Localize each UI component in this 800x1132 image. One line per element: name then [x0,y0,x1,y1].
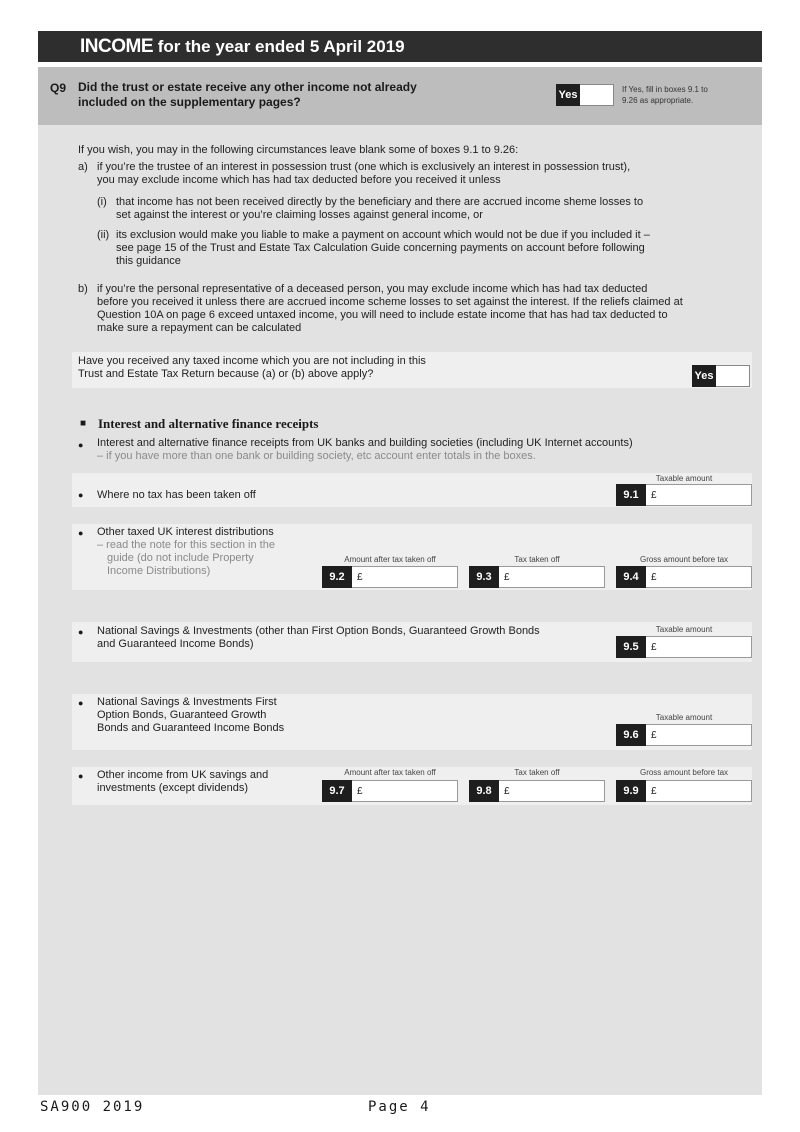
guidance-b [97,283,757,335]
form-id: SA900 2019 [40,1099,145,1115]
section-heading: Interest and alternative finance receipts [98,416,319,431]
box-9-5-number: 9.5 [616,636,646,658]
box-9-7-column-label: Amount after tax taken off [344,768,436,777]
box-9-3[interactable] [469,566,605,588]
box-9-5-input[interactable]: £ [646,636,752,658]
q9-yes-label: Yes [556,84,580,106]
guidance-a-line-1: if you’re the trustee of an interest in possession trust (one which is exclusively an interest in possession trust), [97,161,631,173]
q9-note [622,84,742,106]
q9-yes-input[interactable] [580,84,614,106]
row-9-2-label [97,526,327,578]
row-9-2-sub-line-1: – read the note for this section in the [97,539,275,551]
bullet-icon: ● [78,627,84,637]
box-9-6-input[interactable]: £ [646,724,752,746]
row-9-2-sub-line-3: Income Distributions) [107,565,211,577]
box-9-2[interactable] [322,566,458,588]
bullet-icon: ● [78,490,84,500]
box-9-3-number: 9.3 [469,566,499,588]
guidance-ii-line-3: this guidance [116,255,181,267]
row-9-5-label-line-2: and Guaranteed Income Bonds) [97,638,254,650]
row-9-6-label [97,696,357,735]
page-title-bold: INCOME [80,36,153,57]
box-9-8-number: 9.8 [469,780,499,802]
row-9-6 [72,694,752,750]
box-9-9[interactable] [616,780,752,802]
bullet-icon: ● [78,440,84,450]
page-number: Page 4 [368,1099,431,1115]
question-line-2: included on the supplementary pages? [78,95,301,109]
bullet-icon: ● [78,528,84,538]
title-bar [38,31,762,62]
box-9-8-column-label: Tax taken off [514,768,560,777]
box-9-4-column-label: Gross amount before tax [639,555,729,564]
box-9-1[interactable] [616,484,752,506]
section-square-icon: ■ [80,418,87,429]
row-9-5-label-line-1: National Savings & Investments (other than First Option Bonds, Guaranteed Growth Bonds [97,625,540,637]
page-title [80,36,405,58]
taxed-question-text [78,355,426,381]
box-9-1-column-label: Taxable amount [655,474,713,483]
guidance-ii [116,229,746,268]
box-9-7[interactable] [322,780,458,802]
box-9-5[interactable] [616,636,752,658]
section-intro [97,437,757,463]
question-text [78,80,498,110]
box-9-3-input[interactable]: £ [499,566,605,588]
guidance-b-line-2: before you received it unless there are accrued income scheme losses to set against the interest. If the reliefs claimed at [97,296,683,308]
row-9-2-label-line-1: Other taxed UK interest distributions [97,526,274,538]
row-9-1 [72,473,752,507]
taxed-yes-label: Yes [692,365,716,387]
guidance-a-line-2: you may exclude income which has had tax deducted before you received it unless [97,174,501,186]
box-9-7-input[interactable]: £ [352,780,458,802]
row-9-7-label [97,769,327,795]
box-9-1-input[interactable]: £ [646,484,752,506]
guidance-intro: If you wish, you may in the following circumstances leave blank some of boxes 9.1 to 9.26: [78,144,519,156]
guidance-b-line-1: if you’re the personal representative of a deceased person, you may exclude income which has had tax deducted [97,283,648,295]
box-9-9-number: 9.9 [616,780,646,802]
guidance-b-line-4: make sure a repayment can be calculated [97,322,302,334]
box-9-2-number: 9.2 [322,566,352,588]
taxed-yes-input[interactable] [716,365,750,387]
guidance-i [116,196,746,222]
row-9-6-label-line-1: National Savings & Investments First [97,696,277,708]
box-9-2-column-label: Amount after tax taken off [344,555,436,564]
row-9-1-label: Where no tax has been taken off [97,489,256,501]
guidance-b-line-3: Question 10A on page 6 exceed untaxed income, you will need to include estate income that has had tax deducted to [97,309,668,321]
q9-note-line-2: 9.26 as appropriate. [622,96,694,105]
q9-note-line-1: If Yes, fill in boxes 9.1 to [622,85,708,94]
box-9-8[interactable] [469,780,605,802]
guidance-i-line-1: that income has not been received directly by the beneficiary and there are accrued income sheme losses to [116,196,644,208]
row-9-2-sub-line-2: guide (do not include Property [107,552,254,564]
guidance-ii-line-2: see page 15 of the Trust and Estate Tax Calculation Guide concerning payments on account before following [116,242,645,254]
section-intro-line-2: – if you have more than one bank or building society, etc account enter totals in the boxes. [97,450,536,462]
box-9-7-number: 9.7 [322,780,352,802]
box-9-6[interactable] [616,724,752,746]
box-9-5-column-label: Taxable amount [655,625,713,634]
box-9-6-number: 9.6 [616,724,646,746]
guidance-a [97,161,747,187]
guidance-i-marker: (i) [97,196,107,208]
question-number: Q9 [50,81,67,95]
row-9-7-label-line-1: Other income from UK savings and [97,769,269,781]
row-9-5 [72,622,752,662]
guidance-a-marker: a) [78,161,88,173]
guidance-b-marker: b) [78,283,88,295]
guidance-ii-marker: (ii) [97,229,110,241]
box-9-8-input[interactable]: £ [499,780,605,802]
box-9-4-number: 9.4 [616,566,646,588]
box-9-6-column-label: Taxable amount [655,713,713,722]
taxed-question-line-1: Have you received any taxed income which you are not including in this [78,355,426,367]
box-9-9-column-label: Gross amount before tax [639,768,729,777]
row-9-2-to-9-4 [72,524,752,590]
box-9-1-number: 9.1 [616,484,646,506]
box-9-3-column-label: Tax taken off [514,555,560,564]
guidance-i-line-2: set against the interest or you’re claiming losses against general income, or [116,209,483,221]
row-9-6-label-line-3: Bonds and Guaranteed Income Bonds [97,722,285,734]
taxed-yes-checkbox[interactable] [692,365,750,387]
box-9-4-input[interactable]: £ [646,566,752,588]
row-9-7-label-line-2: investments (except dividends) [97,782,249,794]
box-9-2-input[interactable]: £ [352,566,458,588]
question-line-1: Did the trust or estate receive any other income not already [78,80,417,94]
q9-header [38,67,762,125]
box-9-4[interactable] [616,566,752,588]
main-form-area [38,125,762,1095]
guidance-ii-line-1: its exclusion would make you liable to make a payment on account which would not be due if you included it – [116,229,650,241]
bullet-icon: ● [78,698,84,708]
q9-yes-checkbox[interactable] [556,84,614,106]
section-intro-line-1: Interest and alternative finance receipts from UK banks and building societies (including UK Internet accounts) [97,437,633,449]
row-9-5-label [97,625,607,651]
taxed-income-question [72,352,752,388]
taxed-question-line-2: Trust and Estate Tax Return because (a) or (b) above apply? [78,368,374,380]
box-9-9-input[interactable]: £ [646,780,752,802]
bullet-icon: ● [78,771,84,781]
row-9-6-label-line-2: Option Bonds, Guaranteed Growth [97,709,267,721]
row-9-7-to-9-9 [72,767,752,805]
page-title-rest: for the year ended 5 April 2019 [153,37,405,56]
